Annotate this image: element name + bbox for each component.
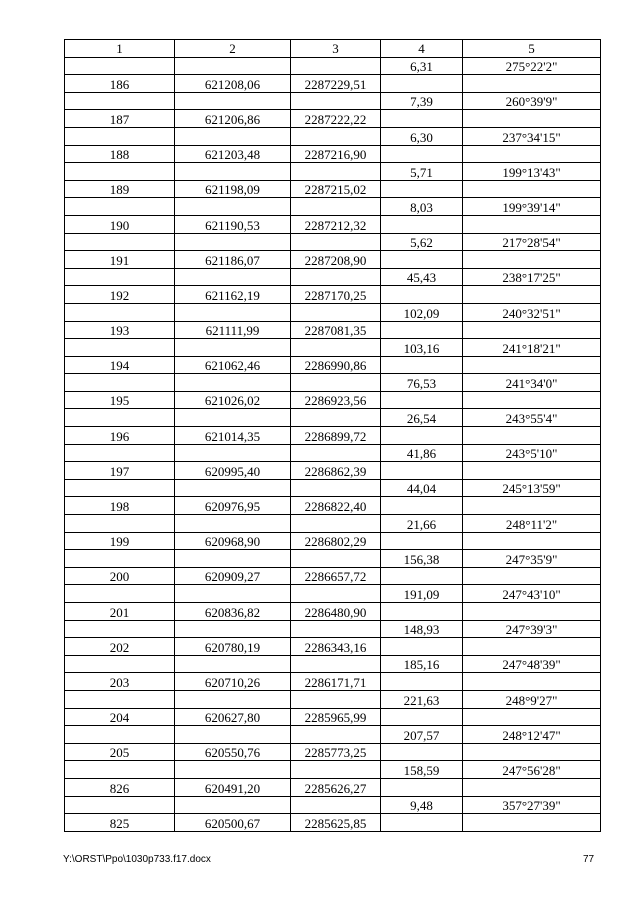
- distance-cell: [381, 673, 463, 691]
- distance-cell: 26,54: [381, 409, 463, 427]
- bearing-cell: 238°17'25": [463, 268, 601, 286]
- distance-cell: 156,38: [381, 550, 463, 568]
- table-row: [65, 444, 601, 462]
- x-coordinate-cell: [175, 163, 291, 181]
- y-coordinate-cell: [291, 585, 381, 603]
- x-coordinate-cell: [175, 479, 291, 497]
- y-coordinate-cell: 2287208,90: [291, 251, 381, 269]
- distance-cell: 103,16: [381, 339, 463, 357]
- y-coordinate-cell: [291, 303, 381, 321]
- table-row: [65, 321, 601, 339]
- bearing-cell: 275°22'2": [463, 57, 601, 75]
- table-row: [65, 673, 601, 691]
- point-number-cell: 201: [65, 603, 175, 621]
- y-coordinate-cell: [291, 57, 381, 75]
- bearing-cell: 247°56'28": [463, 761, 601, 779]
- column-header: 4: [381, 40, 463, 58]
- y-coordinate-cell: [291, 339, 381, 357]
- x-coordinate-cell: [175, 444, 291, 462]
- x-coordinate-cell: 620491,20: [175, 778, 291, 796]
- x-coordinate-cell: 621190,53: [175, 215, 291, 233]
- footer-file-path: Y:\ORST\Ppo\1030p733.f17.docx: [63, 854, 211, 865]
- table-row: [65, 127, 601, 145]
- distance-cell: [381, 497, 463, 515]
- distance-cell: [381, 462, 463, 480]
- distance-cell: [381, 251, 463, 269]
- bearing-cell: [463, 286, 601, 304]
- distance-cell: [381, 532, 463, 550]
- bearing-cell: [463, 180, 601, 198]
- table-row: [65, 75, 601, 93]
- distance-cell: 102,09: [381, 303, 463, 321]
- x-coordinate-cell: [175, 585, 291, 603]
- x-coordinate-cell: 620780,19: [175, 638, 291, 656]
- point-number-cell: 825: [65, 814, 175, 832]
- table-row: [65, 690, 601, 708]
- table-row: [65, 92, 601, 110]
- y-coordinate-cell: [291, 127, 381, 145]
- distance-cell: [381, 75, 463, 93]
- distance-cell: 207,57: [381, 726, 463, 744]
- point-number-cell: [65, 585, 175, 603]
- column-header: 2: [175, 40, 291, 58]
- table-row: [65, 427, 601, 445]
- bearing-cell: 240°32'51": [463, 303, 601, 321]
- y-coordinate-cell: [291, 655, 381, 673]
- x-coordinate-cell: 620968,90: [175, 532, 291, 550]
- bearing-cell: [463, 708, 601, 726]
- x-coordinate-cell: 621111,99: [175, 321, 291, 339]
- x-coordinate-cell: 620976,95: [175, 497, 291, 515]
- distance-cell: [381, 814, 463, 832]
- table-row: [65, 497, 601, 515]
- y-coordinate-cell: 2285773,25: [291, 743, 381, 761]
- table-row: [65, 726, 601, 744]
- x-coordinate-cell: 620500,67: [175, 814, 291, 832]
- y-coordinate-cell: 2286657,72: [291, 567, 381, 585]
- bearing-cell: [463, 110, 601, 128]
- distance-cell: 5,71: [381, 163, 463, 181]
- distance-cell: 5,62: [381, 233, 463, 251]
- point-number-cell: 196: [65, 427, 175, 445]
- bearing-cell: 245°13'59": [463, 479, 601, 497]
- bearing-cell: 241°34'0": [463, 374, 601, 392]
- bearing-cell: 199°39'14": [463, 198, 601, 216]
- point-number-cell: [65, 550, 175, 568]
- table-row: [65, 233, 601, 251]
- x-coordinate-cell: [175, 761, 291, 779]
- column-header: 3: [291, 40, 381, 58]
- bearing-cell: [463, 251, 601, 269]
- distance-cell: 8,03: [381, 198, 463, 216]
- point-number-cell: 192: [65, 286, 175, 304]
- point-number-cell: 200: [65, 567, 175, 585]
- point-number-cell: [65, 339, 175, 357]
- table-row: [65, 532, 601, 550]
- point-number-cell: 191: [65, 251, 175, 269]
- bearing-cell: [463, 75, 601, 93]
- bearing-cell: 357°27'39": [463, 796, 601, 814]
- bearing-cell: 247°35'9": [463, 550, 601, 568]
- y-coordinate-cell: 2287212,32: [291, 215, 381, 233]
- table-row: [65, 708, 601, 726]
- x-coordinate-cell: [175, 127, 291, 145]
- x-coordinate-cell: [175, 620, 291, 638]
- point-number-cell: [65, 233, 175, 251]
- point-number-cell: [65, 655, 175, 673]
- bearing-cell: 247°48'39": [463, 655, 601, 673]
- bearing-cell: [463, 778, 601, 796]
- point-number-cell: 194: [65, 356, 175, 374]
- point-number-cell: [65, 374, 175, 392]
- bearing-cell: 247°43'10": [463, 585, 601, 603]
- y-coordinate-cell: [291, 761, 381, 779]
- distance-cell: 221,63: [381, 690, 463, 708]
- point-number-cell: 204: [65, 708, 175, 726]
- distance-cell: [381, 427, 463, 445]
- distance-cell: 76,53: [381, 374, 463, 392]
- distance-cell: [381, 286, 463, 304]
- y-coordinate-cell: [291, 198, 381, 216]
- bearing-cell: [463, 356, 601, 374]
- bearing-cell: [463, 321, 601, 339]
- point-number-cell: 188: [65, 145, 175, 163]
- bearing-cell: 248°11'2": [463, 515, 601, 533]
- distance-cell: 148,93: [381, 620, 463, 638]
- bearing-cell: [463, 391, 601, 409]
- table-row: [65, 550, 601, 568]
- point-number-cell: [65, 409, 175, 427]
- x-coordinate-cell: 620995,40: [175, 462, 291, 480]
- bearing-cell: [463, 603, 601, 621]
- point-number-cell: [65, 515, 175, 533]
- table-row: [65, 391, 601, 409]
- distance-cell: 6,31: [381, 57, 463, 75]
- table-row: [65, 743, 601, 761]
- y-coordinate-cell: [291, 690, 381, 708]
- distance-cell: [381, 110, 463, 128]
- table-row: [65, 796, 601, 814]
- table-row: [65, 462, 601, 480]
- x-coordinate-cell: 621162,19: [175, 286, 291, 304]
- distance-cell: [381, 321, 463, 339]
- table-row: [65, 814, 601, 832]
- point-number-cell: 198: [65, 497, 175, 515]
- y-coordinate-cell: [291, 479, 381, 497]
- point-number-cell: 195: [65, 391, 175, 409]
- distance-cell: [381, 145, 463, 163]
- point-number-cell: 197: [65, 462, 175, 480]
- table-row: [65, 479, 601, 497]
- column-header: 1: [65, 40, 175, 58]
- y-coordinate-cell: 2286171,71: [291, 673, 381, 691]
- x-coordinate-cell: 621062,46: [175, 356, 291, 374]
- table-row: [65, 303, 601, 321]
- point-number-cell: [65, 479, 175, 497]
- bearing-cell: 260°39'9": [463, 92, 601, 110]
- distance-cell: [381, 778, 463, 796]
- coordinates-table: [64, 39, 601, 832]
- y-coordinate-cell: 2287081,35: [291, 321, 381, 339]
- point-number-cell: 199: [65, 532, 175, 550]
- distance-cell: 191,09: [381, 585, 463, 603]
- point-number-cell: [65, 198, 175, 216]
- x-coordinate-cell: 620627,80: [175, 708, 291, 726]
- y-coordinate-cell: [291, 620, 381, 638]
- bearing-cell: 241°18'21": [463, 339, 601, 357]
- bearing-cell: [463, 215, 601, 233]
- bearing-cell: [463, 462, 601, 480]
- x-coordinate-cell: [175, 57, 291, 75]
- table-row: [65, 251, 601, 269]
- x-coordinate-cell: [175, 655, 291, 673]
- y-coordinate-cell: [291, 550, 381, 568]
- table-row: [65, 585, 601, 603]
- point-number-cell: [65, 726, 175, 744]
- table-row: [65, 778, 601, 796]
- bearing-cell: [463, 567, 601, 585]
- x-coordinate-cell: [175, 268, 291, 286]
- x-coordinate-cell: 621208,06: [175, 75, 291, 93]
- table-header-row: [65, 40, 601, 58]
- point-number-cell: 202: [65, 638, 175, 656]
- table-row: [65, 198, 601, 216]
- x-coordinate-cell: 620836,82: [175, 603, 291, 621]
- bearing-cell: [463, 427, 601, 445]
- table-row: [65, 374, 601, 392]
- y-coordinate-cell: 2286480,90: [291, 603, 381, 621]
- y-coordinate-cell: 2285626,27: [291, 778, 381, 796]
- table-row: [65, 603, 601, 621]
- table-row: [65, 655, 601, 673]
- bearing-cell: [463, 497, 601, 515]
- distance-cell: 185,16: [381, 655, 463, 673]
- table-row: [65, 356, 601, 374]
- table-row: [65, 180, 601, 198]
- point-number-cell: [65, 690, 175, 708]
- point-number-cell: [65, 761, 175, 779]
- y-coordinate-cell: [291, 515, 381, 533]
- point-number-cell: [65, 127, 175, 145]
- distance-cell: 21,66: [381, 515, 463, 533]
- x-coordinate-cell: [175, 515, 291, 533]
- distance-cell: [381, 567, 463, 585]
- point-number-cell: 826: [65, 778, 175, 796]
- y-coordinate-cell: [291, 233, 381, 251]
- y-coordinate-cell: 2287216,90: [291, 145, 381, 163]
- point-number-cell: [65, 268, 175, 286]
- distance-cell: [381, 708, 463, 726]
- point-number-cell: 187: [65, 110, 175, 128]
- bearing-cell: 248°12'47": [463, 726, 601, 744]
- distance-cell: [381, 180, 463, 198]
- x-coordinate-cell: [175, 233, 291, 251]
- x-coordinate-cell: 621014,35: [175, 427, 291, 445]
- x-coordinate-cell: [175, 550, 291, 568]
- y-coordinate-cell: 2286923,56: [291, 391, 381, 409]
- y-coordinate-cell: 2285965,99: [291, 708, 381, 726]
- bearing-cell: 248°9'27": [463, 690, 601, 708]
- distance-cell: [381, 743, 463, 761]
- bearing-cell: 247°39'3": [463, 620, 601, 638]
- table-body: [65, 40, 601, 832]
- point-number-cell: 205: [65, 743, 175, 761]
- point-number-cell: [65, 57, 175, 75]
- point-number-cell: 203: [65, 673, 175, 691]
- y-coordinate-cell: 2287170,25: [291, 286, 381, 304]
- y-coordinate-cell: [291, 268, 381, 286]
- x-coordinate-cell: [175, 303, 291, 321]
- table-row: [65, 145, 601, 163]
- table-row: [65, 515, 601, 533]
- bearing-cell: [463, 743, 601, 761]
- y-coordinate-cell: 2286343,16: [291, 638, 381, 656]
- y-coordinate-cell: [291, 374, 381, 392]
- x-coordinate-cell: 620909,27: [175, 567, 291, 585]
- bearing-cell: [463, 532, 601, 550]
- y-coordinate-cell: 2286802,29: [291, 532, 381, 550]
- x-coordinate-cell: [175, 374, 291, 392]
- distance-cell: [381, 638, 463, 656]
- table-row: [65, 409, 601, 427]
- y-coordinate-cell: [291, 444, 381, 462]
- point-number-cell: 189: [65, 180, 175, 198]
- y-coordinate-cell: [291, 796, 381, 814]
- x-coordinate-cell: 620550,76: [175, 743, 291, 761]
- point-number-cell: [65, 444, 175, 462]
- table-row: [65, 268, 601, 286]
- table-row: [65, 638, 601, 656]
- x-coordinate-cell: 620710,26: [175, 673, 291, 691]
- distance-cell: 158,59: [381, 761, 463, 779]
- x-coordinate-cell: [175, 690, 291, 708]
- point-number-cell: 186: [65, 75, 175, 93]
- distance-cell: [381, 391, 463, 409]
- x-coordinate-cell: 621186,07: [175, 251, 291, 269]
- x-coordinate-cell: 621203,48: [175, 145, 291, 163]
- bearing-cell: 243°5'10": [463, 444, 601, 462]
- x-coordinate-cell: 621206,86: [175, 110, 291, 128]
- table-row: [65, 567, 601, 585]
- y-coordinate-cell: [291, 409, 381, 427]
- point-number-cell: [65, 163, 175, 181]
- y-coordinate-cell: 2287215,02: [291, 180, 381, 198]
- point-number-cell: [65, 303, 175, 321]
- y-coordinate-cell: 2286899,72: [291, 427, 381, 445]
- bearing-cell: 199°13'43": [463, 163, 601, 181]
- column-header: 5: [463, 40, 601, 58]
- table-row: [65, 110, 601, 128]
- y-coordinate-cell: [291, 163, 381, 181]
- table-row: [65, 620, 601, 638]
- distance-cell: [381, 356, 463, 374]
- y-coordinate-cell: 2287229,51: [291, 75, 381, 93]
- table-row: [65, 339, 601, 357]
- y-coordinate-cell: 2285625,85: [291, 814, 381, 832]
- bearing-cell: [463, 814, 601, 832]
- table-row: [65, 163, 601, 181]
- x-coordinate-cell: [175, 796, 291, 814]
- distance-cell: 6,30: [381, 127, 463, 145]
- table-row: [65, 215, 601, 233]
- distance-cell: 7,39: [381, 92, 463, 110]
- x-coordinate-cell: 621198,09: [175, 180, 291, 198]
- bearing-cell: 217°28'54": [463, 233, 601, 251]
- point-number-cell: [65, 92, 175, 110]
- y-coordinate-cell: [291, 92, 381, 110]
- x-coordinate-cell: 621026,02: [175, 391, 291, 409]
- y-coordinate-cell: 2286990,86: [291, 356, 381, 374]
- distance-cell: [381, 603, 463, 621]
- table-row: [65, 57, 601, 75]
- distance-cell: 44,04: [381, 479, 463, 497]
- bearing-cell: 237°34'15": [463, 127, 601, 145]
- footer-page-number: 77: [583, 854, 595, 865]
- bearing-cell: [463, 145, 601, 163]
- point-number-cell: 190: [65, 215, 175, 233]
- x-coordinate-cell: [175, 409, 291, 427]
- x-coordinate-cell: [175, 339, 291, 357]
- bearing-cell: [463, 638, 601, 656]
- table-row: [65, 286, 601, 304]
- distance-cell: [381, 215, 463, 233]
- bearing-cell: [463, 673, 601, 691]
- y-coordinate-cell: [291, 726, 381, 744]
- table-row: [65, 761, 601, 779]
- x-coordinate-cell: [175, 198, 291, 216]
- point-number-cell: [65, 796, 175, 814]
- y-coordinate-cell: 2287222,22: [291, 110, 381, 128]
- point-number-cell: 193: [65, 321, 175, 339]
- distance-cell: 9,48: [381, 796, 463, 814]
- distance-cell: 41,86: [381, 444, 463, 462]
- distance-cell: 45,43: [381, 268, 463, 286]
- point-number-cell: [65, 620, 175, 638]
- y-coordinate-cell: 2286862,39: [291, 462, 381, 480]
- x-coordinate-cell: [175, 726, 291, 744]
- y-coordinate-cell: 2286822,40: [291, 497, 381, 515]
- x-coordinate-cell: [175, 92, 291, 110]
- bearing-cell: 243°55'4": [463, 409, 601, 427]
